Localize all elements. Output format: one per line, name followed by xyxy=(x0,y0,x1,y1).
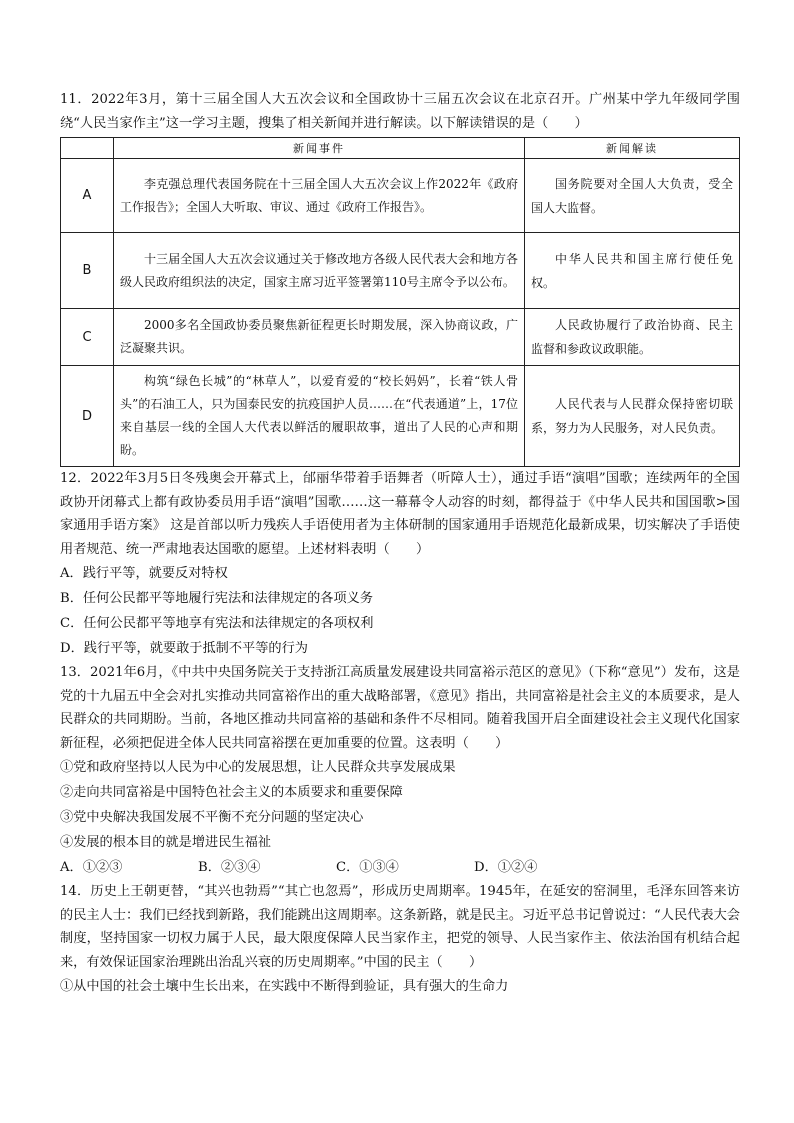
exam-page xyxy=(60,88,740,999)
row-label: C xyxy=(61,309,114,366)
table-row xyxy=(61,233,740,309)
news-interpretation: 中华人民共和国主席行使任免权。 xyxy=(525,233,740,309)
question-13-choice-c: C．①③④ xyxy=(336,860,399,875)
question-13-statement-4: ④发展的根本目的就是增进民生福祉 xyxy=(60,835,271,850)
question-13-choice-b: B．②③④ xyxy=(198,860,261,875)
question-12-option-b: B．任何公民都平等地履行宪法和法律规定的各项义务 xyxy=(60,591,374,606)
row-label: B xyxy=(61,233,114,309)
table-header-blank xyxy=(61,138,114,159)
question-13-choice-a: A．①②③ xyxy=(60,860,123,875)
question-11-stem: 11．2022年3月，第十三届全国人大五次会议和全国政协十三届五次会议在北京召开。广州某中学九年级同学围绕“人民当家作主”这一学习主题，搜集了相关新闻并进行解读。以下解读错误的是（ ） xyxy=(60,92,740,131)
question-12-option-a: A．践行平等，就要反对特权 xyxy=(60,566,228,581)
question-14-statement-1: ①从中国的社会土壤中生长出来，在实践中不断得到验证，具有强大的生命力 xyxy=(60,979,509,994)
question-12-stem: 12．2022年3月5日冬残奥会开幕式上，邰丽华带着手语舞者（听障人士），通过手语“演唱”国歌；连续两年的全国政协开闭幕式上都有政协委员用手语“演唱”国歌……这一幕幕令人动容的时刻，都得益于《中华人民共和国国歌>国家通用手语方案》 这是首部以听力残疾人手语使用者为主体研制的国家通用手语规范化最新成果，切实解决了手语使用者规范、统一严肃地表达国歌的愿望。上述材料表明（ ） xyxy=(60,471,740,557)
question-13-choices xyxy=(60,855,740,880)
table-header-event: 新闻事件 xyxy=(114,138,525,159)
question-12-option-d: D．践行平等，就要敢于抵制不平等的行为 xyxy=(60,641,308,656)
news-interpretation: 国务院要对全国人大负责，受全国人大监督。 xyxy=(525,159,740,233)
question-13-statement-2: ②走向共同富裕是中国特色社会主义的本质要求和重要保障 xyxy=(60,785,403,800)
table-header-interpretation: 新闻解读 xyxy=(525,138,740,159)
question-12-option-c: C．任何公民都平等地享有宪法和法律规定的各项权利 xyxy=(60,616,374,631)
question-13-choice-d: D．①②④ xyxy=(474,860,538,875)
table-row xyxy=(61,159,740,233)
table-header-row xyxy=(61,138,740,159)
table-row xyxy=(61,366,740,467)
news-event: 十三届全国人大五次会议通过关于修改地方各级人民代表大会和地方各级人民政府组织法的决定，国家主席习近平签署第110号主席令予以公布。 xyxy=(114,233,525,309)
news-event: 构筑“绿色长城”的“林草人”，以爱育爱的“校长妈妈”，长着“铁人骨头”的石油工人，只为国泰民安的抗疫国护人员……在“代表通道”上，17位来自基层一线的全国人大代表以鲜活的履职故事，道出了人民的心声和期盼。 xyxy=(114,366,525,467)
question-13-statement-3: ③党中央解决我国发展不平衡不充分问题的坚定决心 xyxy=(60,810,364,825)
news-interpretation: 人民政协履行了政治协商、民主监督和参政议政职能。 xyxy=(525,309,740,366)
news-event: 李克强总理代表国务院在十三届全国人大五次会议上作2022年《政府工作报告》；全国人大听取、审议、通过《政府工作报告》。 xyxy=(114,159,525,233)
news-event: 2000多名全国政协委员聚焦新征程更长时期发展，深入协商议政，广泛凝聚共识。 xyxy=(114,309,525,366)
question-13-stem: 13．2021年6月，《中共中央国务院关于支持浙江高质量发展建设共同富裕示范区的意见》（下称“意见”）发布，这是党的十九届五中全会对扎实推动共同富裕作出的重大战略部署，《意见》指出，共同富裕是社会主义的本质要求，是人民群众的共同期盼。当前，各地区推动共同富裕的基础和条件不尽相同。随着我国开启全面建设社会主义现代化国家新征程，必须把促进全体人民共同富裕摆在更加重要的位置。这表明（ ） xyxy=(60,665,740,751)
table-row xyxy=(61,309,740,366)
news-table xyxy=(60,137,740,467)
question-13-statement-1: ①党和政府坚持以人民为中心的发展思想，让人民群众共享发展成果 xyxy=(60,760,456,775)
news-interpretation: 人民代表与人民群众保持密切联系，努力为人民服务，对人民负责。 xyxy=(525,366,740,467)
question-14-stem: 14．历史上王朝更替，“其兴也勃焉”“其亡也忽焉”，形成历史周期率。1945年，在延安的窑洞里，毛泽东回答来访的民主人士：我们已经找到新路，我们能跳出这周期率。这条新路，就是民主。习近平总书记曾说过：“人民代表大会制度，坚持国家一切权力属于人民，最大限度保障人民当家作主，把党的领导、人民当家作主、依法治国有机结合起来，有效保证国家治理跳出治乱兴衰的历史周期率。”中国的民主（ ） xyxy=(60,884,740,970)
row-label: D xyxy=(61,366,114,467)
row-label: A xyxy=(61,159,114,233)
